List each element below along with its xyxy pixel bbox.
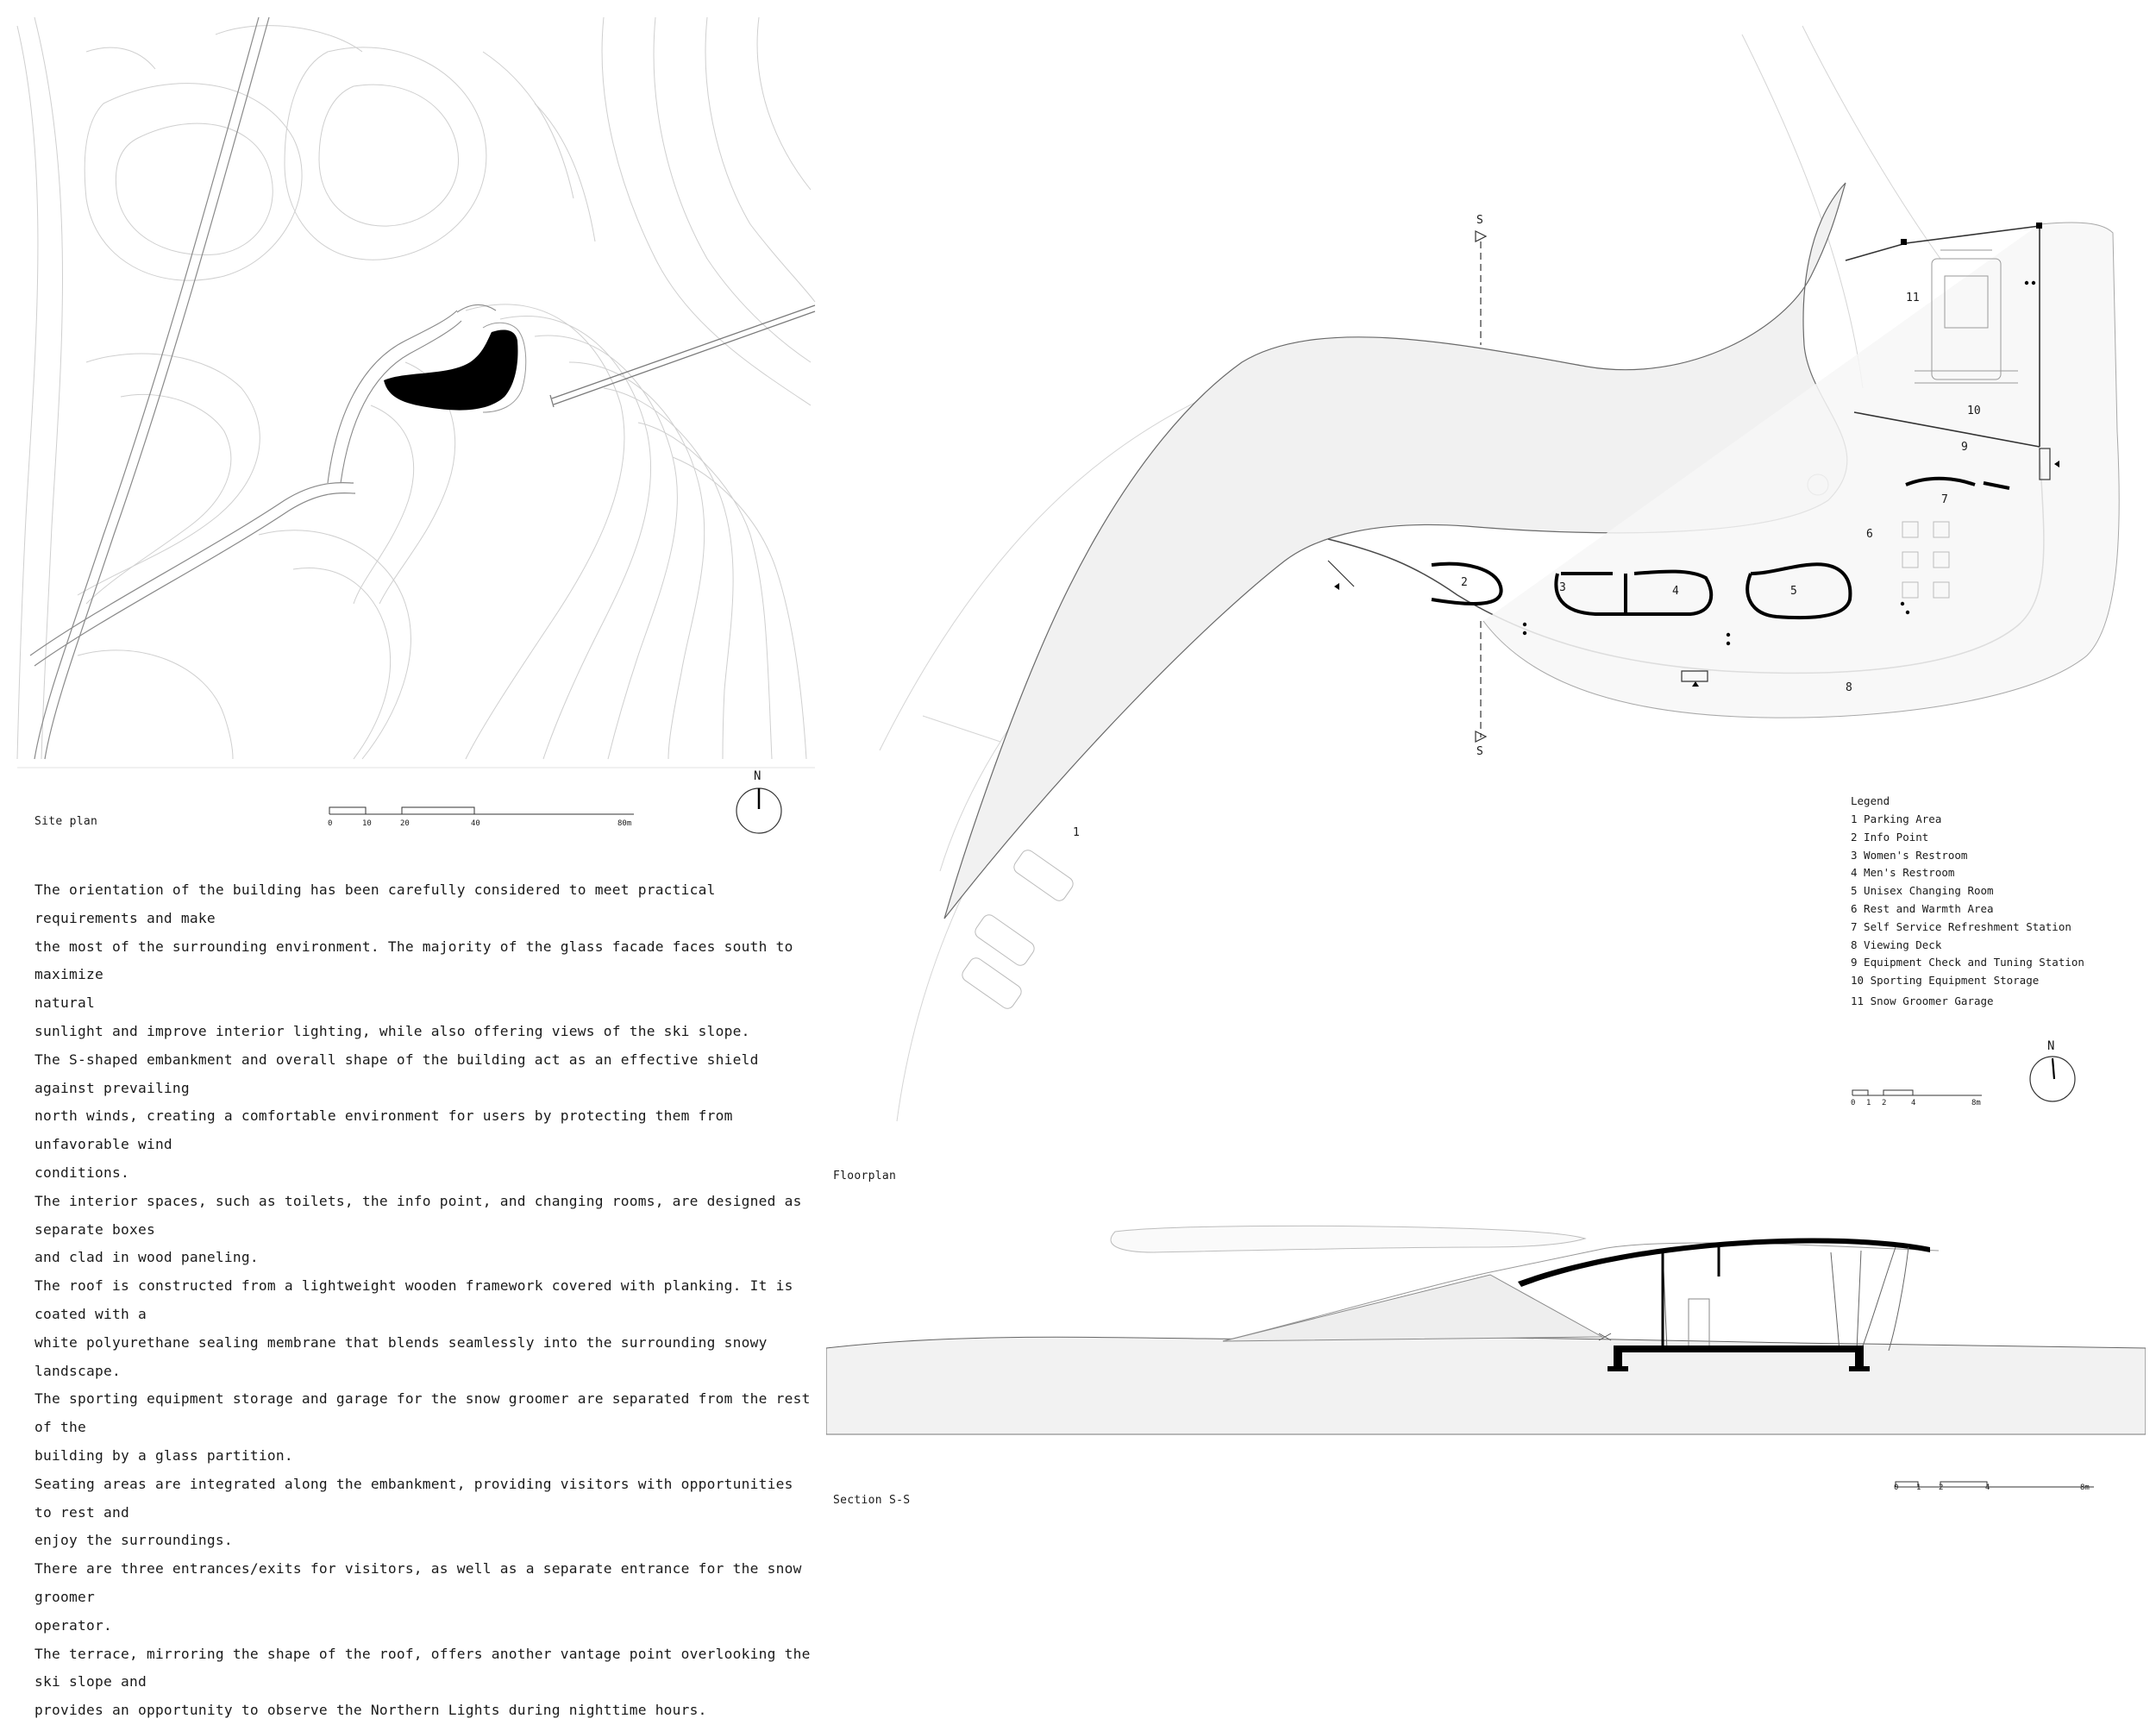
room-number-7: 7 [1941,493,1948,506]
section-scale-tick: 8m [2080,1484,2090,1492]
site-plan-scale-bar [328,802,638,828]
section-scale-tick: 0 [1894,1484,1899,1492]
section-marker-top: S [1476,214,1483,227]
description-line: and clad in wood paneling. [34,1249,259,1266]
description-line: The sporting equipment storage and garage for the snow groomer are separated from the rest of the [34,1390,819,1436]
roof-section [1518,1238,1930,1287]
legend-item: 1 Parking Area [1851,812,1942,825]
floorplan-scale-tick: 4 [1911,1099,1916,1107]
compass-icon [2028,1055,2077,1103]
room-number-10: 10 [1967,405,1981,417]
description-line: The S-shaped embankment and overall shape of the building act as an effective shield against prevailing [34,1051,768,1096]
section-scale-tick: 2 [1939,1484,1944,1492]
description-line: The roof is constructed from a lightweight wooden framework covered with planking. It is coated with a [34,1277,802,1322]
section-marker-bottom: S [1476,745,1483,758]
description-line: the most of the surrounding environment. The majority of the glass facade faces south to maximize [34,938,802,983]
description-line: There are three entrances/exits for visitors, as well as a separate entrance for the snow groomer [34,1560,811,1605]
site-plan-drawing [0,0,828,776]
legend-item: 10 Sporting Equipment Storage [1851,974,2040,988]
site-plan-scale-tick: 20 [400,819,410,828]
room-number-1: 1 [1073,826,1080,839]
description-line: The interior spaces, such as toilets, the info point, and changing rooms, are designed as separate boxes [34,1192,811,1238]
foundation [1614,1346,1622,1370]
room-number-9: 9 [1961,441,1968,454]
site-plan-caption: Site plan [34,815,98,828]
description-line: conditions. [34,1164,129,1181]
legend-item: 8 Viewing Deck [1851,938,1942,951]
description-line: operator. [34,1616,112,1634]
description-text [34,876,819,1725]
section-drawing [826,1190,2146,1440]
foundation [1855,1346,1864,1370]
floorplan-scale-bar [1851,1085,1989,1102]
ground-fill [826,1337,2146,1434]
site-plan-north-arrow [733,769,785,838]
description-line: natural [34,994,95,1012]
description-line: The orientation of the building has been carefully considered to meet practical requirements and make [34,881,724,926]
legend-item: 5 Unisex Changing Room [1851,884,1994,898]
floorplan-scale-tick: 1 [1866,1099,1871,1107]
description-line: building by a glass partition. [34,1446,293,1464]
floorplan-scale-tick: 8m [1971,1099,1981,1107]
description-line: The terrace, mirroring the shape of the roof, offers another vantage point overlooking the ski slope and [34,1645,819,1690]
room-number-8: 8 [1846,681,1852,694]
floorplan-north-arrow [2028,1039,2080,1108]
footing [1849,1366,1870,1371]
room-number-11: 11 [1906,292,1920,304]
floorplan-scale-tick: 0 [1851,1099,1856,1107]
room-number-6: 6 [1866,528,1873,541]
ski-lift-line [550,305,815,407]
description-line: north winds, creating a comfortable environment for users by protecting them from unfavorable wind [34,1107,742,1153]
site-plan-scale-tick: 40 [471,819,480,828]
north-label: N [2047,1039,2055,1053]
legend-item: 9 Equipment Check and Tuning Station [1851,956,2084,969]
site-plan-scale-tick: 10 [362,819,372,828]
entrance-arrow-icon [1334,583,1339,590]
background-terrace [1111,1226,1585,1252]
embankment-section [1223,1275,1602,1341]
section-scale-tick: 1 [1916,1484,1921,1492]
legend-item: 3 Women's Restroom [1851,848,1968,862]
section-caption: Section S-S [833,1494,911,1507]
room-number-5: 5 [1790,585,1797,598]
room-number-4: 4 [1672,585,1679,598]
legend-title: Legend [1851,794,1890,807]
north-label: N [754,769,761,783]
interior-box [1689,1299,1709,1347]
legend-item: 11 Snow Groomer Garage [1851,994,1994,1007]
footing [1608,1366,1628,1371]
floorplan-scale-tick: 2 [1882,1099,1887,1107]
section-scale-tick: 4 [1985,1484,1990,1492]
description-line: enjoy the surroundings. [34,1532,233,1549]
compass-icon [733,785,785,837]
site-plan-scale-tick: 80m [617,819,632,828]
floorplan-caption: Floorplan [833,1170,897,1182]
floor-slab [1614,1346,1864,1352]
legend-item: 4 Men's Restroom [1851,866,1955,880]
room-number-3: 3 [1559,581,1566,594]
site-plan-scale-tick: 0 [328,819,333,828]
legend [1851,792,2084,1011]
room-number-2: 2 [1461,576,1468,589]
description-line: white polyurethane sealing membrane that blends seamlessly into the surrounding snowy landscape. [34,1333,776,1379]
description-line: Seating areas are integrated along the embankment, providing visitors with opportunities to rest and [34,1475,802,1521]
legend-item: 7 Self Service Refreshment Station [1851,919,2071,933]
section-scale-bar [1894,1477,2101,1494]
description-line: provides an opportunity to observe the Northern Lights during nighttime hours. [34,1702,707,1719]
access-road [30,17,355,759]
description-line: sunlight and improve interior lighting, while also offering views of the ski slope. [34,1022,750,1039]
legend-item: 6 Rest and Warmth Area [1851,901,1994,915]
legend-item: 2 Info Point [1851,830,1929,844]
